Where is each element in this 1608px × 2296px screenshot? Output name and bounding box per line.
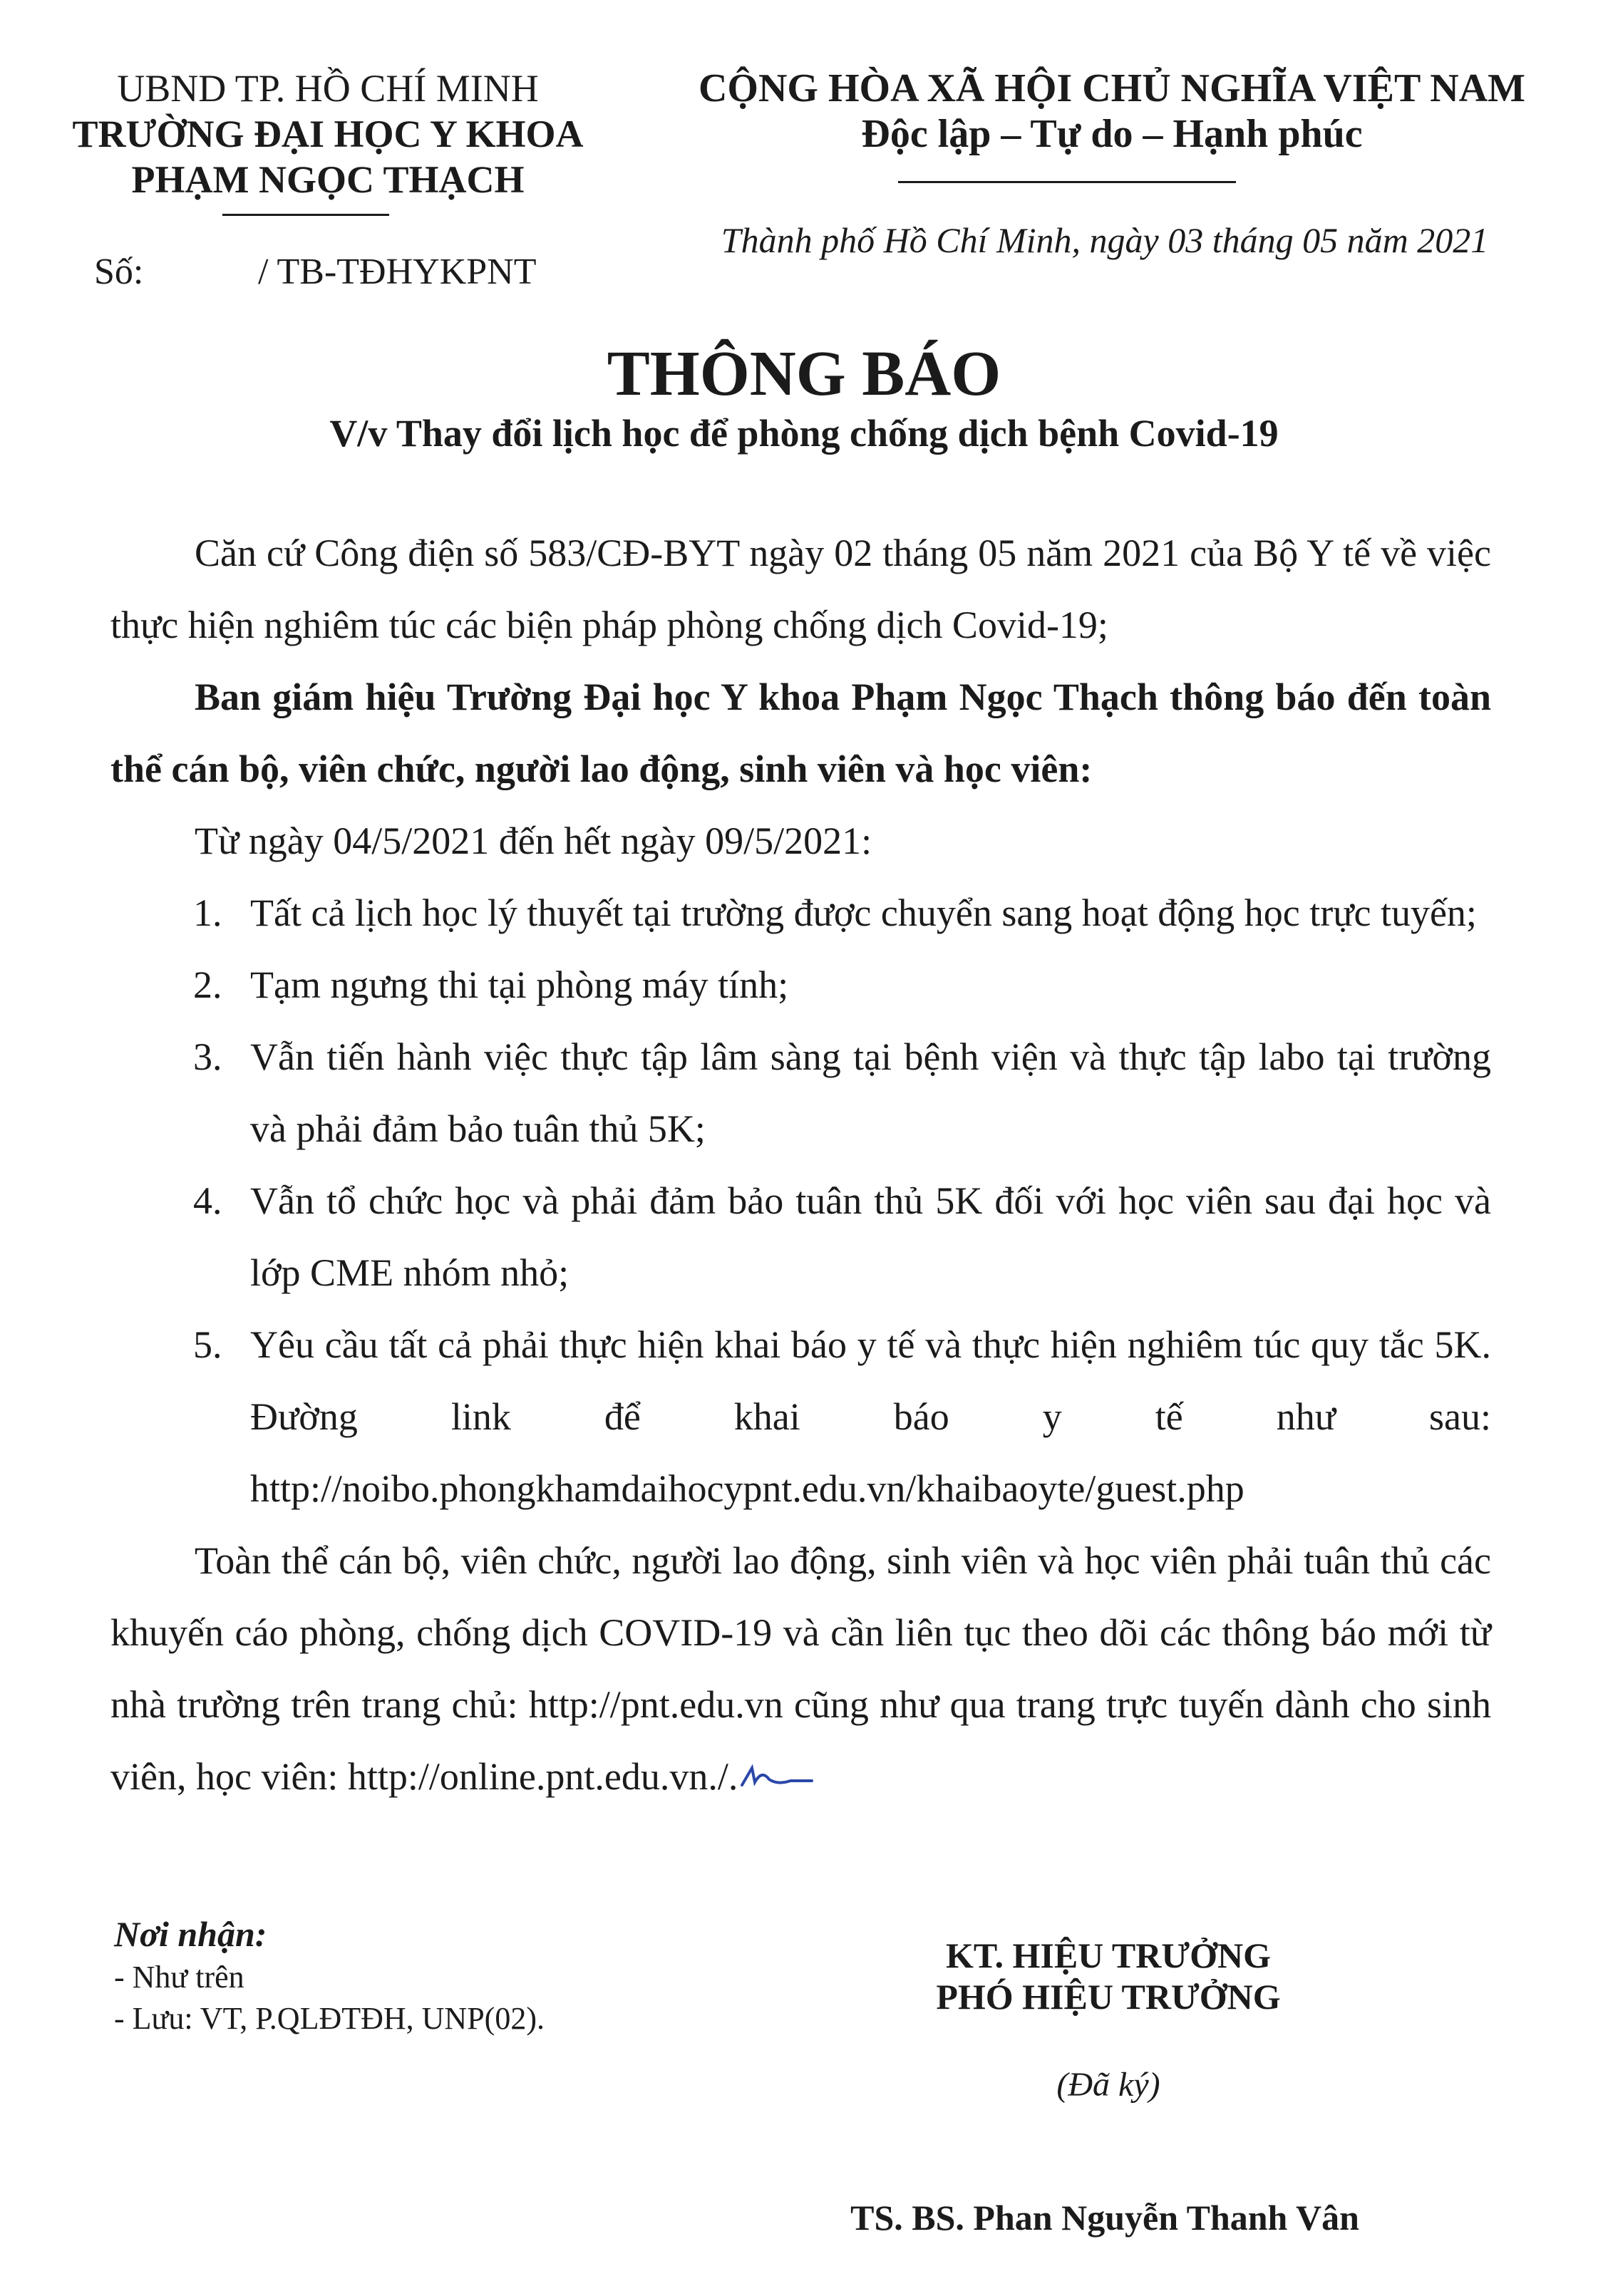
list-item-number: 1. [193,891,222,934]
signature-title-block [834,1935,1383,2017]
motto-underline [898,181,1236,183]
signed-note: (Đã ký) [1056,2066,1160,2104]
list-item [110,1165,1491,1309]
list-item [110,949,1491,1021]
list-item-number: 5. [193,1323,222,1366]
list-item-number: 4. [193,1179,222,1222]
national-title: CỘNG HÒA XÃ HỘI CHỦ NGHĨA VIỆT NAM [698,66,1526,110]
date-range-paragraph: Từ ngày 04/5/2021 đến hết ngày 09/5/2021: [195,819,872,862]
closing-text: Toàn thể cán bộ, viên chức, người lao động, sinh viên và học viên phải tuân thủ các khuyến cáo phòng, chống dịch COVID-19 và cần liên tục theo dõi các thông báo mới từ nhà trường trên trang chủ: http://pnt.edu.vn cũng như qua trang trực tuyến dành cho sinh viên, học viên: http://online.pnt.edu.vn./. [110,1539,1491,1798]
list-item-number: 2. [193,963,222,1006]
list-item-number: 3. [193,1035,222,1078]
basis-paragraph: Căn cứ Công điện số 583/CĐ-BYT ngày 02 tháng 05 năm 2021 của Bộ Y tế về việc thực hiện nghiêm túc các biện pháp phòng chống dịch Covid-19; [110,532,1491,646]
signer-name: TS. BS. Phan Nguyễn Thanh Vân [850,2198,1359,2238]
issuer-line-3: PHẠM NGỌC THẠCH [131,158,525,201]
ref-number: / TB-TĐHYKPNT [258,252,537,292]
recipients-title: Nơi nhận: [114,1914,267,1954]
signature-title-2: PHÓ HIỆU TRƯỞNG [936,1977,1281,2017]
list-item [110,1309,1491,1525]
list-item-text: Tạm ngưng thi tại phòng máy tính; [250,963,789,1006]
list-item [110,877,1491,949]
issuer-underline [222,214,389,216]
issuer-block [43,66,613,202]
national-heading [613,66,1608,157]
recipient-item: - Lưu: VT, P.QLĐTĐH, UNP(02). [114,2001,545,2036]
list-item-text: Vẫn tiến hành việc thực tập lâm sàng tại bệnh viện và thực tập labo tại trường và phải đảm bảo tuân thủ 5K; [250,1035,1491,1150]
ref-label: Số: [94,252,144,292]
recipients-block [114,1911,756,2039]
document-title: THÔNG BÁO [607,338,1001,409]
list-item [110,1021,1491,1165]
initials-signature-mark [738,1764,816,1792]
signature-title-1: KT. HIỆU TRƯỞNG [945,1935,1272,1975]
issuer-line-1: UBND TP. HỒ CHÍ MINH [117,67,539,110]
closing-paragraph [110,1525,1491,1813]
national-motto: Độc lập – Tự do – Hạnh phúc [861,112,1363,156]
issue-date: Thành phố Hồ Chí Minh, ngày 03 tháng 05 năm 2021 [721,220,1489,260]
list-item-text: Vẫn tổ chức học và phải đảm bảo tuân thủ 5K đối với học viên sau đại học và lớp CME nhóm nhỏ; [250,1179,1491,1294]
instruction-list [110,877,1491,1525]
health-declaration-link[interactable]: http://noibo.phongkhamdaihocypnt.edu.vn/khaibaoyte/guest.php [250,1467,1244,1510]
issuer-line-2: TRƯỜNG ĐẠI HỌC Y KHOA [72,113,584,155]
announcement-paragraph: Ban giám hiệu Trường Đại học Y khoa Phạm Ngọc Thạch thông báo đến toàn thể cán bộ, viên chức, người lao động, sinh viên và học viên: [110,676,1491,790]
document-body [110,517,1491,1813]
list-item-text: Yêu cầu tất cả phải thực hiện khai báo y tế và thực hiện nghiêm túc quy tắc 5K. Đường link để khai báo y tế như sau: [250,1323,1491,1438]
document-subtitle: V/v Thay đổi lịch học để phòng chống dịch bệnh Covid-19 [329,412,1279,455]
recipient-item: - Như trên [114,1960,244,1995]
list-item-text: Tất cả lịch học lý thuyết tại trường được chuyển sang hoạt động học trực tuyến; [250,891,1477,934]
